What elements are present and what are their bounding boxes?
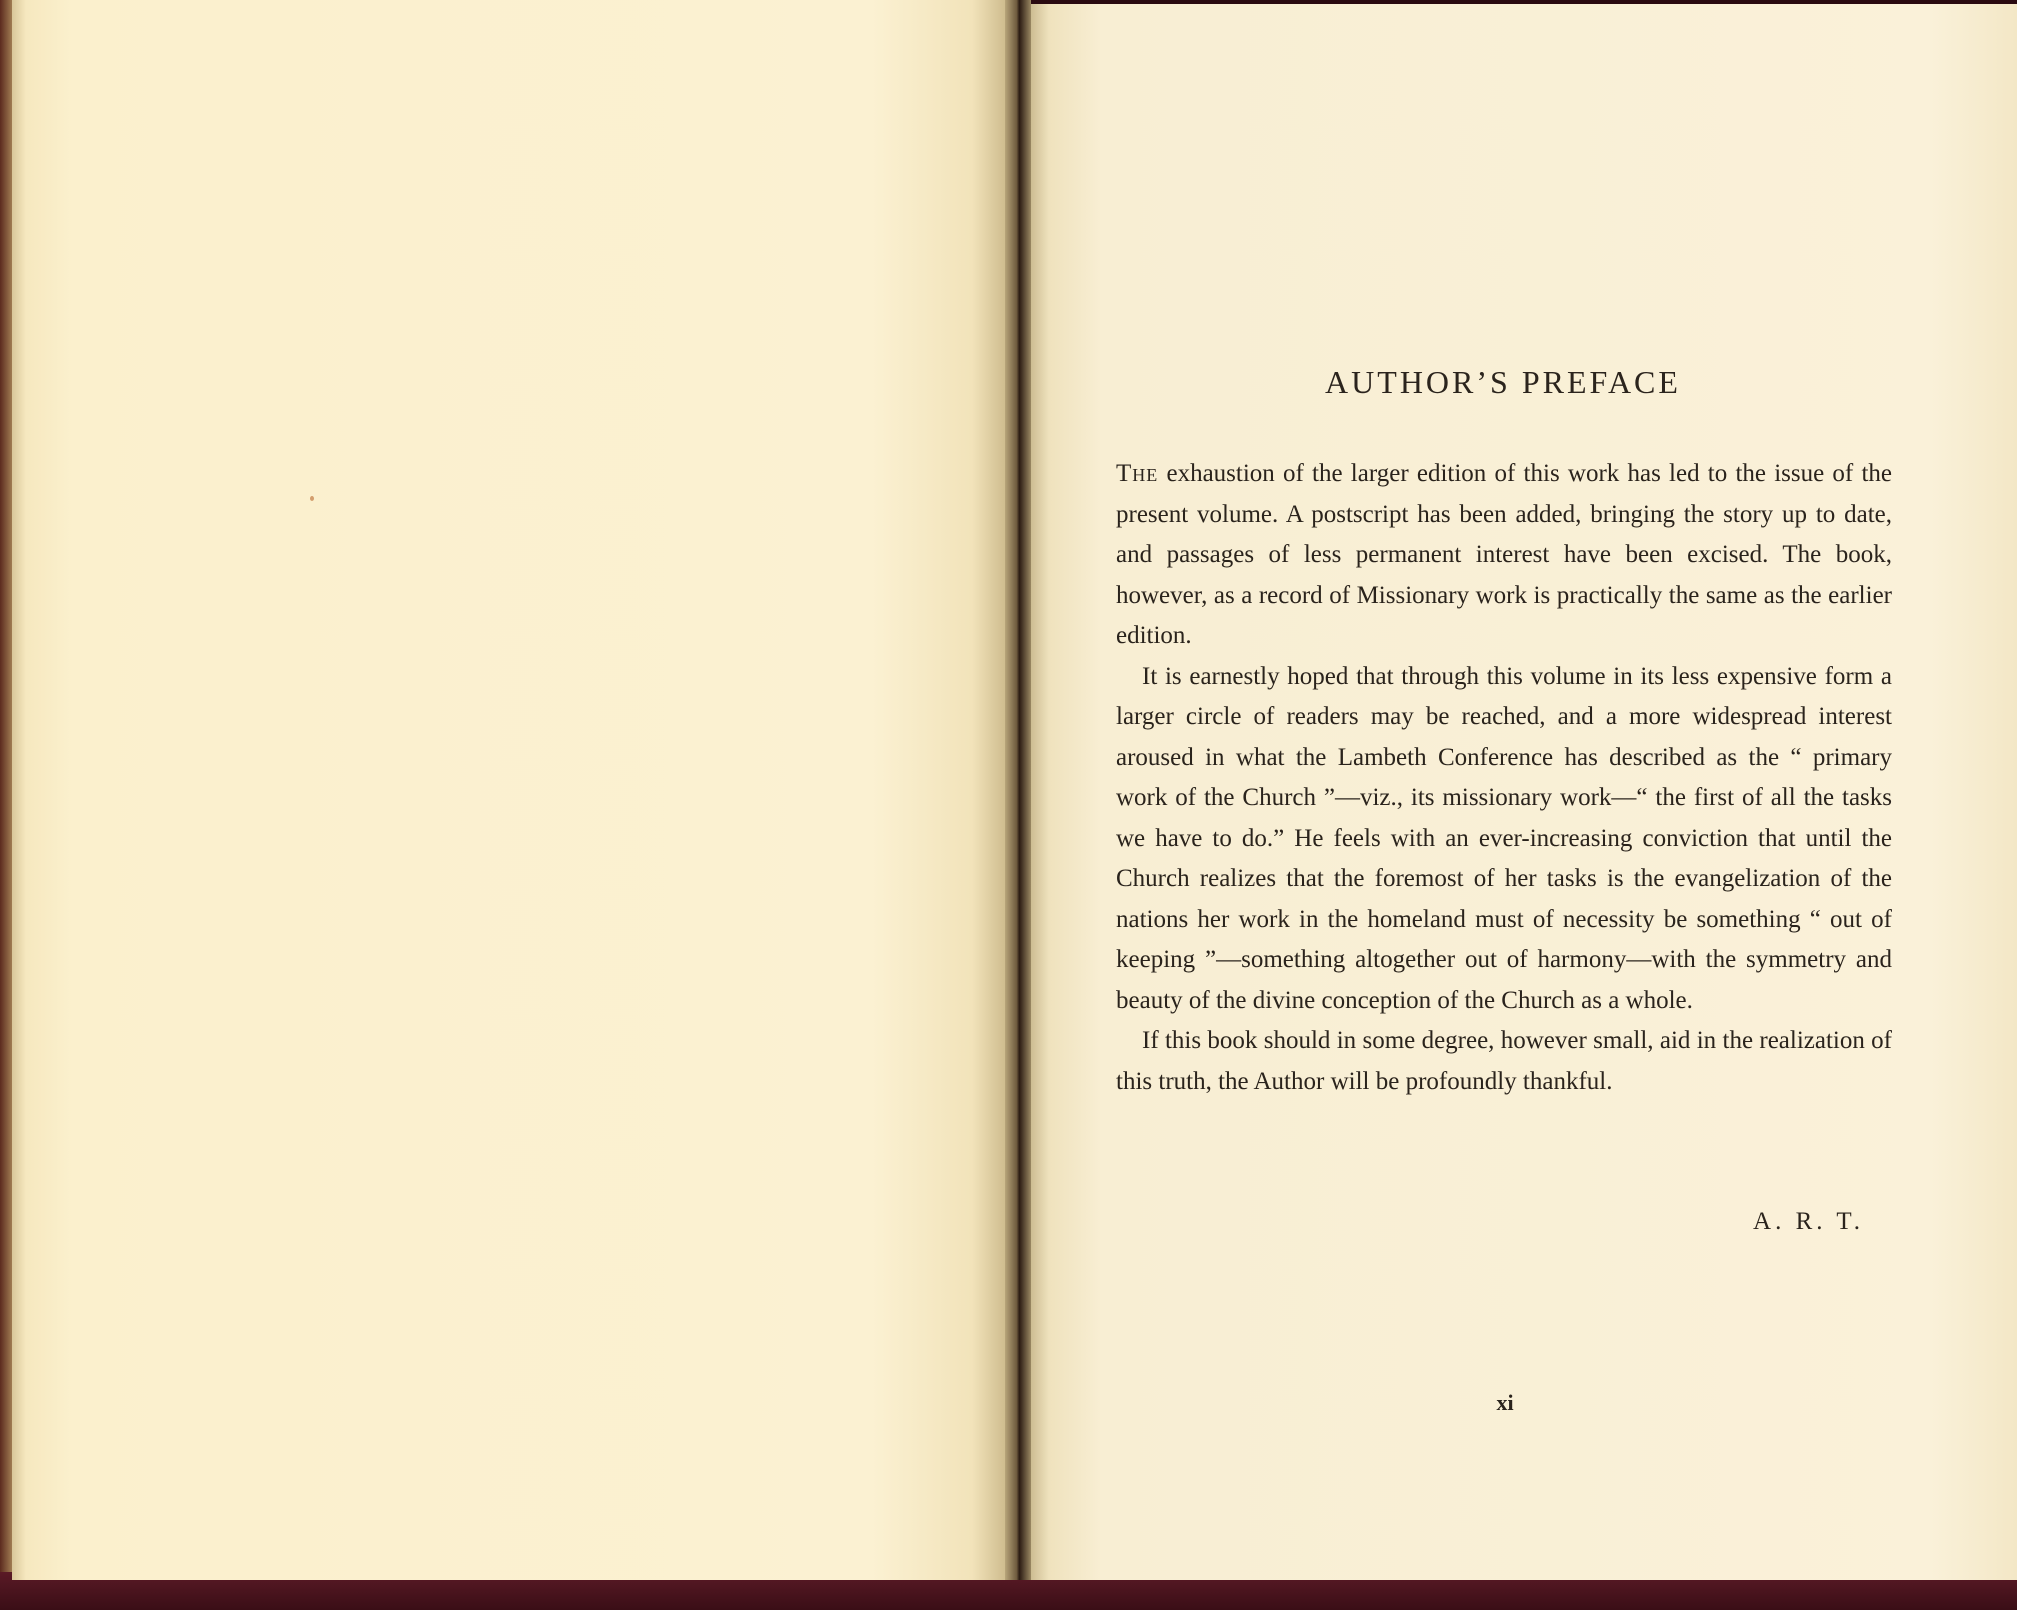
book-gutter <box>1005 0 1031 1580</box>
ink-spot <box>310 496 314 501</box>
left-page-blank <box>12 0 1005 1580</box>
paragraph-1-text: exhaustion of the larger edition of this work has led to the issue of the present volume. A postscript has been added, bringing the story up to date, and passages of less permanent interest have been excised. The book, however, as a record of Missionary work is practically the same as the earlier edition. <box>1116 460 1892 649</box>
page-title: AUTHOR’S PREFACE <box>1325 364 1681 400</box>
paragraph-1 <box>1116 454 1892 657</box>
page-number: xi <box>1496 1390 1514 1415</box>
author-signature: A. R. T. <box>1753 1208 1864 1235</box>
preface-body <box>1116 454 1892 1102</box>
paragraph-1-opening-word: The <box>1116 460 1159 487</box>
book-edge-left <box>0 0 12 1580</box>
paragraph-2: It is earnestly hoped that through this volume in its less expensive form a larger circle of readers may be reached, and a more widespread interest aroused in what the Lambeth Conference has described as the “ primary work of the Church ”—viz., its missionary work—“ the first of all the tasks we have to do.” He feels with an ever-increasing conviction that until the Church realizes that the foremost of her tasks is the evangelization of the nations her work in the homeland must of necessity be something “ out of keeping ”—something altogether out of harmony—with the symmetry and beauty of the divine conception of the Church as a whole. <box>1116 662 1892 1014</box>
paragraph-3: If this book should in some degree, however small, aid in the realization of this truth, the Author will be profoundly thankful. <box>1116 1027 1892 1095</box>
